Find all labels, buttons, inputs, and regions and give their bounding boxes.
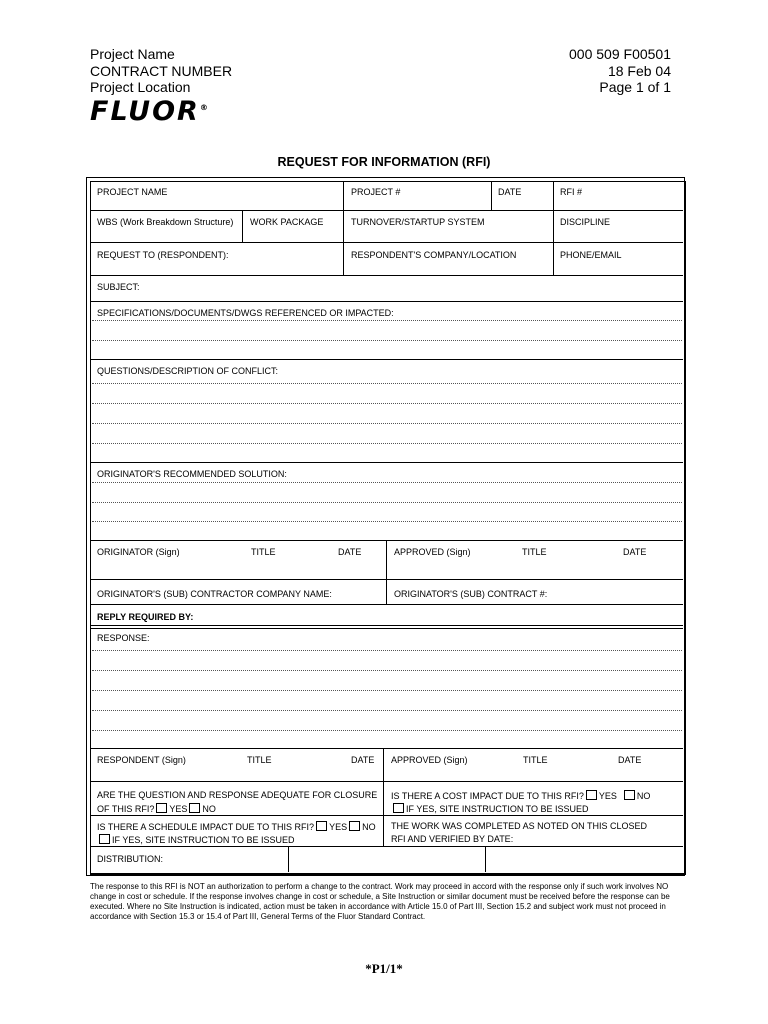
- project-name: Project Name: [90, 46, 175, 62]
- form-title: REQUEST FOR INFORMATION (RFI): [277, 155, 491, 169]
- reply-required-label: REPLY REQUIRED BY:: [97, 612, 194, 622]
- adequate-question-text: OF THIS RFI?: [97, 804, 155, 814]
- respondent-sign-label: RESPONDENT (Sign): [97, 755, 186, 765]
- adequate-yes-checkbox[interactable]: [156, 803, 167, 813]
- rule: [90, 462, 683, 463]
- cost-no-checkbox[interactable]: [624, 790, 635, 800]
- originator-title-label: TITLE: [251, 547, 276, 557]
- originator-contract-label: ORIGINATOR'S (SUB) CONTRACT #:: [394, 589, 548, 599]
- page-count: Page 1 of 1: [599, 79, 671, 95]
- disclaimer-text: The response to this RFI is NOT an authorization to perform a change to the contract. Work may proceed in accord with the response only if such work involves NO change in cost or schedule. If the response involves change in cost or schedule, a Site Instruction or similar document must be received before the response can be executed. Where no Site Instruction is indicated, action must be taken in accordance with Article 15.0 of Part III, Section 15.2 and subject work must not proceed in accordance with Section 15.3 or 15.4 of Part III, General Terms of the Fluor Standard Contract.: [90, 882, 670, 921]
- approved-title-label: TITLE: [522, 547, 547, 557]
- wbs-label: WBS (Work Breakdown Structure): [97, 217, 234, 227]
- form-inner-border: [90, 181, 686, 875]
- no-label: NO: [202, 804, 216, 814]
- schedule-note: [97, 834, 295, 846]
- distribution-label: DISTRIBUTION:: [97, 854, 164, 864]
- discipline-label: DISCIPLINE: [560, 217, 611, 227]
- col-divider: [485, 846, 486, 872]
- no-label: NO: [362, 822, 376, 832]
- cost-note-text: IF YES, SITE INSTRUCTION TO BE ISSUED: [406, 804, 589, 814]
- writing-line[interactable]: [92, 502, 682, 503]
- doc-number: 000 509 F00501: [569, 46, 671, 62]
- doc-date: 18 Feb 04: [607, 62, 671, 79]
- writing-line[interactable]: [92, 521, 682, 522]
- writing-line[interactable]: [92, 690, 682, 691]
- approved2-date-label: DATE: [618, 755, 642, 765]
- col-divider: [553, 181, 554, 275]
- recommended-solution-label: ORIGINATOR'S RECOMMENDED SOLUTION:: [97, 469, 287, 479]
- approved2-sign-label: APPROVED (Sign): [391, 755, 468, 765]
- writing-line[interactable]: [92, 403, 682, 404]
- request-to-label: REQUEST TO (RESPONDENT):: [97, 250, 229, 260]
- respondent-company-label: RESPONDENT'S COMPANY/LOCATION: [351, 250, 517, 260]
- no-label: NO: [636, 791, 651, 801]
- approved2-title-label: TITLE: [523, 755, 548, 765]
- rule: [90, 301, 683, 302]
- response-label: RESPONSE:: [97, 633, 150, 643]
- respondent-date-label: DATE: [351, 755, 375, 765]
- writing-line[interactable]: [92, 482, 682, 483]
- cost-question-text: IS THERE A COST IMPACT DUE TO THIS RFI?: [391, 791, 584, 801]
- writing-line[interactable]: [92, 383, 682, 384]
- col-divider: [491, 181, 492, 210]
- cost-site-instruction-checkbox[interactable]: [393, 803, 404, 813]
- page-mark: *P1/1*: [365, 961, 403, 976]
- originator-sign-label: ORIGINATOR (Sign): [97, 547, 180, 557]
- registered-mark: ®: [199, 103, 208, 112]
- schedule-note-text: IF YES, SITE INSTRUCTION TO BE ISSUED: [112, 835, 295, 845]
- approved-date-label: DATE: [623, 547, 647, 557]
- project-location: Project Location: [90, 79, 191, 95]
- turnover-label: TURNOVER/STARTUP SYSTEM: [351, 217, 485, 227]
- writing-line[interactable]: [92, 710, 682, 711]
- cost-note: [391, 803, 589, 815]
- adequate-no-checkbox[interactable]: [189, 803, 200, 813]
- schedule-site-instruction-checkbox[interactable]: [99, 834, 110, 844]
- project-number-label: PROJECT #: [351, 187, 401, 197]
- writing-line[interactable]: [92, 340, 682, 341]
- completed-line2: RFI AND VERIFIED BY DATE:: [391, 834, 514, 844]
- date-label: DATE: [498, 187, 522, 197]
- rule: [90, 846, 683, 847]
- yes-label: YES: [598, 791, 617, 801]
- col-divider: [242, 210, 243, 242]
- schedule-no-checkbox[interactable]: [349, 821, 360, 831]
- rule: [90, 748, 683, 749]
- approved-sign-label: APPROVED (Sign): [394, 547, 471, 557]
- rule: [90, 628, 683, 629]
- questions-label: QUESTIONS/DESCRIPTION OF CONFLICT:: [97, 366, 279, 376]
- contract-number: CONTRACT NUMBER: [90, 62, 233, 79]
- rule: [90, 625, 683, 626]
- rule: [90, 242, 683, 243]
- rule: [90, 210, 683, 211]
- yes-label: YES: [329, 822, 348, 832]
- rfi-number-label: RFI #: [560, 187, 583, 197]
- work-package-label: WORK PACKAGE: [250, 217, 324, 227]
- cost-yes-checkbox[interactable]: [586, 790, 597, 800]
- yes-label: YES: [169, 804, 188, 814]
- col-divider: [383, 748, 384, 846]
- adequate-question-line1: ARE THE QUESTION AND RESPONSE ADEQUATE FOR CLOSURE: [97, 790, 378, 800]
- cost-question: [391, 790, 650, 802]
- fluor-logo: [90, 96, 208, 127]
- col-divider: [288, 846, 289, 872]
- schedule-question: [97, 821, 376, 833]
- col-divider: [343, 181, 344, 275]
- rule: [90, 815, 683, 816]
- header-right: [569, 46, 671, 96]
- writing-line[interactable]: [92, 443, 682, 444]
- header-left: [90, 46, 232, 96]
- specs-label: SPECIFICATIONS/DOCUMENTS/DWGS REFERENCED OR IMPACTED:: [97, 308, 394, 318]
- schedule-yes-checkbox[interactable]: [316, 821, 327, 831]
- writing-line[interactable]: [92, 320, 682, 321]
- adequate-question-line2: [97, 803, 216, 815]
- rule: [90, 604, 683, 605]
- subject-label: SUBJECT:: [97, 282, 140, 292]
- writing-line[interactable]: [92, 670, 682, 671]
- project-name-label: PROJECT NAME: [97, 187, 168, 197]
- logo-text: FLUOR: [90, 96, 200, 127]
- writing-line[interactable]: [92, 423, 682, 424]
- col-divider: [386, 540, 387, 604]
- rule: [90, 781, 683, 782]
- writing-line[interactable]: [92, 650, 682, 651]
- originator-company-label: ORIGINATOR'S (SUB) CONTRACTOR COMPANY NAME:: [97, 589, 332, 599]
- phone-email-label: PHONE/EMAIL: [560, 250, 622, 260]
- respondent-title-label: TITLE: [247, 755, 272, 765]
- rule: [90, 359, 683, 360]
- rule: [90, 275, 683, 276]
- schedule-question-text: IS THERE A SCHEDULE IMPACT DUE TO THIS RFI?: [97, 822, 315, 832]
- originator-date-label: DATE: [338, 547, 362, 557]
- writing-line[interactable]: [92, 730, 682, 731]
- completed-line1: THE WORK WAS COMPLETED AS NOTED ON THIS CLOSED: [391, 821, 648, 831]
